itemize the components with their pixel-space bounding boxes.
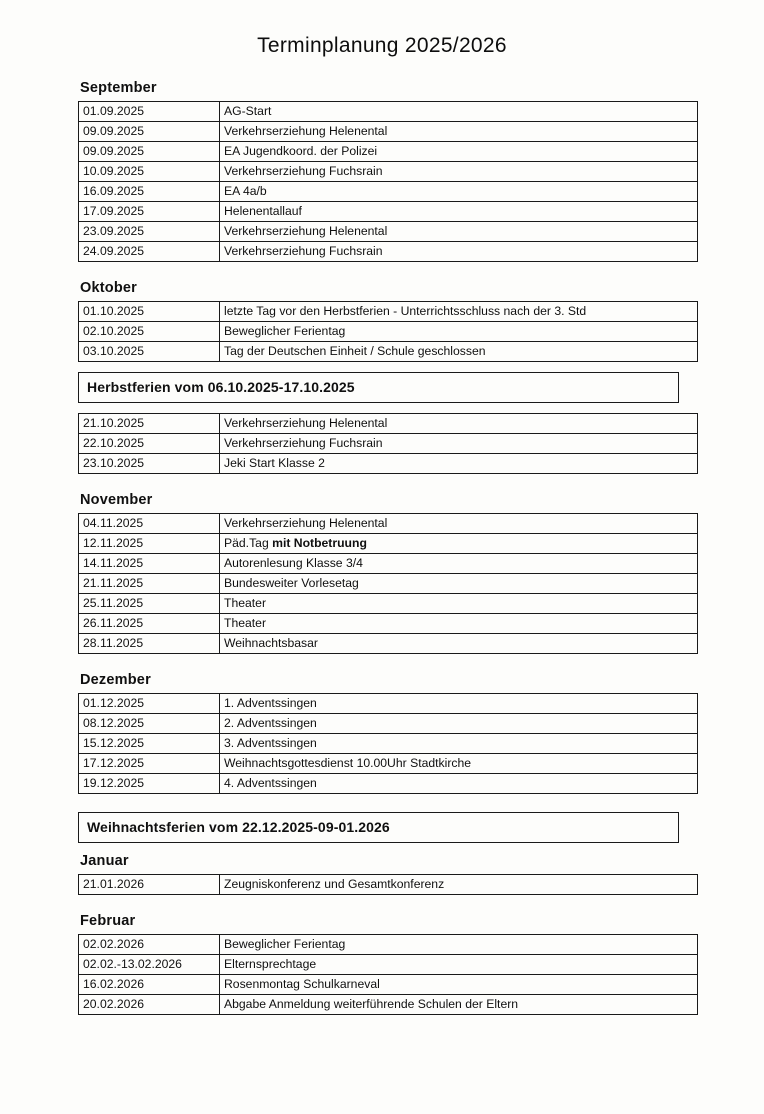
table-row <box>79 182 698 202</box>
schedule-table-oktober <box>78 301 698 362</box>
schedule-table-februar <box>78 934 698 1015</box>
event-description: EA 4a/b <box>220 182 698 202</box>
event-description: 4. Adventssingen <box>220 774 698 794</box>
event-date: 22.10.2025 <box>79 434 220 454</box>
event-description: Beweglicher Ferientag <box>220 322 698 342</box>
event-date: 20.02.2026 <box>79 995 220 1015</box>
event-date: 14.11.2025 <box>79 554 220 574</box>
event-description: Verkehrserziehung Helenental <box>220 514 698 534</box>
table-row <box>79 574 698 594</box>
holiday-banner-herbstferien: Herbstferien vom 06.10.2025-17.10.2025 <box>78 372 679 403</box>
event-date: 09.09.2025 <box>79 142 220 162</box>
event-description: Tag der Deutschen Einheit / Schule geschlossen <box>220 342 698 362</box>
event-date: 17.12.2025 <box>79 754 220 774</box>
event-description: Helenentallauf <box>220 202 698 222</box>
table-row <box>79 975 698 995</box>
event-description: Weihnachtsbasar <box>220 634 698 654</box>
event-description: Weihnachtsgottesdienst 10.00Uhr Stadtkirche <box>220 754 698 774</box>
table-row <box>79 875 698 895</box>
month-heading-november: November <box>80 492 153 508</box>
event-date: 12.11.2025 <box>79 534 220 554</box>
month-heading-oktober: Oktober <box>80 280 137 296</box>
event-date: 16.09.2025 <box>79 182 220 202</box>
holiday-banner-weihnachtsferien: Weihnachtsferien vom 22.12.2025-09-01.2026 <box>78 812 679 843</box>
schedule-table-november <box>78 513 698 654</box>
table-row <box>79 454 698 474</box>
event-date: 02.02.2026 <box>79 935 220 955</box>
table-row <box>79 242 698 262</box>
table-row <box>79 634 698 654</box>
month-heading-september: September <box>80 80 157 96</box>
event-description: 1. Adventssingen <box>220 694 698 714</box>
month-block-februar <box>78 913 686 1015</box>
event-description: Abgabe Anmeldung weiterführende Schulen der Eltern <box>220 995 698 1015</box>
event-date: 21.01.2026 <box>79 875 220 895</box>
event-date: 04.11.2025 <box>79 514 220 534</box>
table-row <box>79 694 698 714</box>
event-date: 01.12.2025 <box>79 694 220 714</box>
event-date: 24.09.2025 <box>79 242 220 262</box>
event-description-emphasis: mit Notbetruung <box>272 535 367 550</box>
event-date: 25.11.2025 <box>79 594 220 614</box>
schedule-table-september <box>78 101 698 262</box>
schedule-table-januar <box>78 874 698 895</box>
table-row <box>79 202 698 222</box>
event-date: 23.10.2025 <box>79 454 220 474</box>
event-date: 08.12.2025 <box>79 714 220 734</box>
table-row <box>79 935 698 955</box>
event-description: Autorenlesung Klasse 3/4 <box>220 554 698 574</box>
event-description: Verkehrserziehung Helenental <box>220 122 698 142</box>
event-description <box>220 534 698 554</box>
event-date: 09.09.2025 <box>79 122 220 142</box>
event-description: Verkehrserziehung Fuchsrain <box>220 162 698 182</box>
event-date: 23.09.2025 <box>79 222 220 242</box>
table-row <box>79 534 698 554</box>
event-description: AG-Start <box>220 102 698 122</box>
table-row <box>79 162 698 182</box>
event-date: 03.10.2025 <box>79 342 220 362</box>
event-description: Verkehrserziehung Helenental <box>220 222 698 242</box>
event-description: Theater <box>220 594 698 614</box>
document-page <box>0 34 764 1114</box>
event-description: Verkehrserziehung Fuchsrain <box>220 242 698 262</box>
event-description: Elternsprechtage <box>220 955 698 975</box>
event-date: 10.09.2025 <box>79 162 220 182</box>
month-heading-januar: Januar <box>80 853 129 869</box>
month-heading-februar: Februar <box>80 913 136 929</box>
table-row <box>79 434 698 454</box>
event-description: Zeugniskonferenz und Gesamtkonferenz <box>220 875 698 895</box>
event-description: Jeki Start Klasse 2 <box>220 454 698 474</box>
event-date: 02.10.2025 <box>79 322 220 342</box>
month-block-september <box>78 80 686 262</box>
event-date: 26.11.2025 <box>79 614 220 634</box>
table-row <box>79 102 698 122</box>
event-date: 21.11.2025 <box>79 574 220 594</box>
event-date: 01.10.2025 <box>79 302 220 322</box>
event-description: Beweglicher Ferientag <box>220 935 698 955</box>
event-description: Rosenmontag Schulkarneval <box>220 975 698 995</box>
event-description: 2. Adventssingen <box>220 714 698 734</box>
table-row <box>79 774 698 794</box>
table-row <box>79 714 698 734</box>
month-block-november <box>78 492 686 654</box>
event-description: Bundesweiter Vorlesetag <box>220 574 698 594</box>
event-description-text: Päd.Tag <box>224 535 273 550</box>
event-date: 21.10.2025 <box>79 414 220 434</box>
page-title: Terminplanung 2025/2026 <box>257 34 507 57</box>
table-row <box>79 754 698 774</box>
event-date: 02.02.-13.02.2026 <box>79 955 220 975</box>
event-description: letzte Tag vor den Herbstferien - Unterrichtsschluss nach der 3. Std <box>220 302 698 322</box>
event-description: EA Jugendkoord. der Polizei <box>220 142 698 162</box>
table-row <box>79 955 698 975</box>
event-date: 19.12.2025 <box>79 774 220 794</box>
event-date: 01.09.2025 <box>79 102 220 122</box>
event-date: 17.09.2025 <box>79 202 220 222</box>
table-row <box>79 342 698 362</box>
table-row <box>79 322 698 342</box>
table-row <box>79 414 698 434</box>
event-description: Verkehrserziehung Helenental <box>220 414 698 434</box>
table-row <box>79 734 698 754</box>
table-row <box>79 594 698 614</box>
table-row <box>79 122 698 142</box>
schedule-table-dezember <box>78 693 698 794</box>
event-description: Theater <box>220 614 698 634</box>
table-row <box>79 514 698 534</box>
table-row <box>79 302 698 322</box>
month-block-januar <box>78 853 686 895</box>
month-block-oktober <box>78 280 686 474</box>
table-row <box>79 142 698 162</box>
event-description: Verkehrserziehung Fuchsrain <box>220 434 698 454</box>
event-date: 16.02.2026 <box>79 975 220 995</box>
event-date: 15.12.2025 <box>79 734 220 754</box>
schedule-table-oktober-after-holiday <box>78 413 698 474</box>
month-block-dezember <box>78 672 686 794</box>
event-date: 28.11.2025 <box>79 634 220 654</box>
table-row <box>79 222 698 242</box>
table-row <box>79 995 698 1015</box>
month-heading-dezember: Dezember <box>80 672 151 688</box>
table-row <box>79 614 698 634</box>
schedule-content <box>78 80 686 1015</box>
event-description: 3. Adventssingen <box>220 734 698 754</box>
table-row <box>79 554 698 574</box>
